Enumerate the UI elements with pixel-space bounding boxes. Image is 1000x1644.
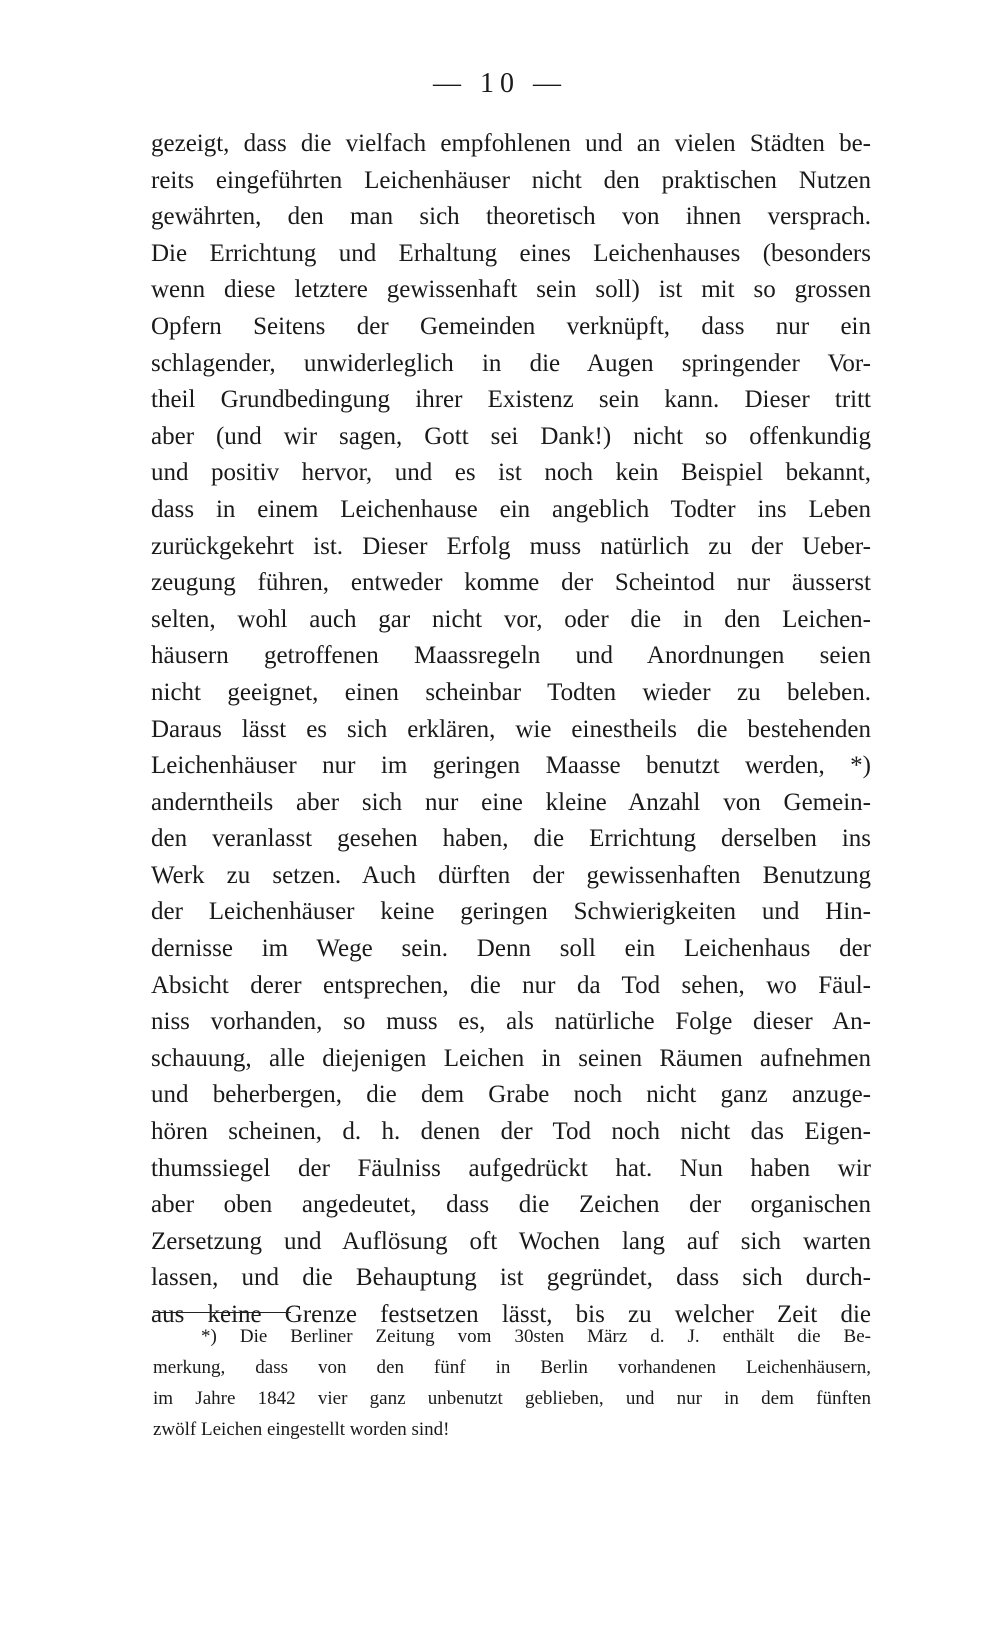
text-line: der Leichenhäuser keine geringen Schwierigkeiten und Hin- xyxy=(151,898,871,926)
text-line: zurückgekehrt ist. Dieser Erfolg muss natürlich zu der Ueber- xyxy=(151,532,871,560)
footnote-line: im Jahre 1842 vier ganz unbenutzt geblieben, und nur in dem fünften xyxy=(153,1388,871,1409)
text-line: schlagender, unwiderleglich in die Augen springender Vor- xyxy=(151,349,871,377)
footnote-line: zwölf Leichen eingestellt worden sind! xyxy=(153,1419,450,1440)
text-line: Zersetzung und Auflösung oft Wochen lang auf sich warten xyxy=(151,1227,871,1255)
text-line: theil Grundbedingung ihrer Existenz sein kann. Dieser tritt xyxy=(151,386,871,414)
text-line: Daraus lässt es sich erklären, wie einestheils die bestehenden xyxy=(151,715,871,743)
text-line: dernisse im Wege sein. Denn soll ein Leichenhaus der xyxy=(151,935,871,963)
text-line: selten, wohl auch gar nicht vor, oder die in den Leichen- xyxy=(151,605,871,633)
text-line: niss vorhanden, so muss es, als natürliche Folge dieser An- xyxy=(151,1008,871,1036)
text-line: nicht geeignet, einen scheinbar Todten wieder zu beleben. xyxy=(151,678,871,706)
text-line: Werk zu setzen. Auch dürften der gewissenhaften Benutzung xyxy=(151,861,871,889)
text-line: reits eingeführten Leichenhäuser nicht den praktischen Nutzen xyxy=(151,166,871,194)
text-line: und beherbergen, die dem Grabe noch nicht ganz anzuge- xyxy=(151,1081,871,1109)
text-line: Opfern Seitens der Gemeinden verknüpft, dass nur ein xyxy=(151,312,871,340)
text-line: wenn diese letztere gewissenhaft sein soll) ist mit so grossen xyxy=(151,276,871,304)
text-line: anderntheils aber sich nur eine kleine Anzahl von Gemein- xyxy=(151,788,871,816)
text-line: häusern getroffenen Maassregeln und Anordnungen seien xyxy=(151,642,871,670)
footnote-line: merkung, dass von den fünf in Berlin vorhandenen Leichenhäusern, xyxy=(153,1357,871,1378)
text-line: und positiv hervor, und es ist noch kein Beispiel bekannt, xyxy=(151,459,871,487)
text-line: aber (und wir sagen, Gott sei Dank!) nicht so offenkundig xyxy=(151,422,871,450)
text-line: schauung, alle diejenigen Leichen in seinen Räumen aufnehmen xyxy=(151,1044,871,1072)
footnote-line: *) Die Berliner Zeitung vom 30sten März d. J. enthält die Be- xyxy=(201,1326,871,1347)
footnote xyxy=(153,1321,871,1445)
text-line: aus keine Grenze festsetzen lässt, bis zu welcher Zeit die xyxy=(151,1301,871,1328)
page-number: — 10 — xyxy=(433,68,567,99)
main-text xyxy=(151,126,871,1334)
footnote-rule xyxy=(153,1312,291,1313)
text-line: den veranlasst gesehen haben, die Errichtung derselben ins xyxy=(151,825,871,853)
text-line: Leichenhäuser nur im geringen Maasse benutzt werden, *) xyxy=(151,752,871,780)
text-line: hören scheinen, d. h. denen der Tod noch nicht das Eigen- xyxy=(151,1118,871,1146)
text-line: zeugung führen, entweder komme der Scheintod nur äusserst xyxy=(151,569,871,597)
text-line: gewährten, den man sich theoretisch von ihnen versprach. xyxy=(151,203,871,231)
text-line: aber oben angedeutet, dass die Zeichen der organischen xyxy=(151,1191,871,1219)
text-line: Die Errichtung und Erhaltung eines Leichenhauses (besonders xyxy=(151,239,871,267)
text-line: Absicht derer entsprechen, die nur da Tod sehen, wo Fäul- xyxy=(151,971,871,999)
text-line: lassen, und die Behauptung ist gegründet, dass sich durch- xyxy=(151,1264,871,1292)
text-line: thumssiegel der Fäulniss aufgedrückt hat. Nun haben wir xyxy=(151,1154,871,1182)
text-line: gezeigt, dass die vielfach empfohlenen und an vielen Städten be- xyxy=(151,130,871,157)
text-line: dass in einem Leichenhause ein angeblich Todter ins Leben xyxy=(151,495,871,523)
